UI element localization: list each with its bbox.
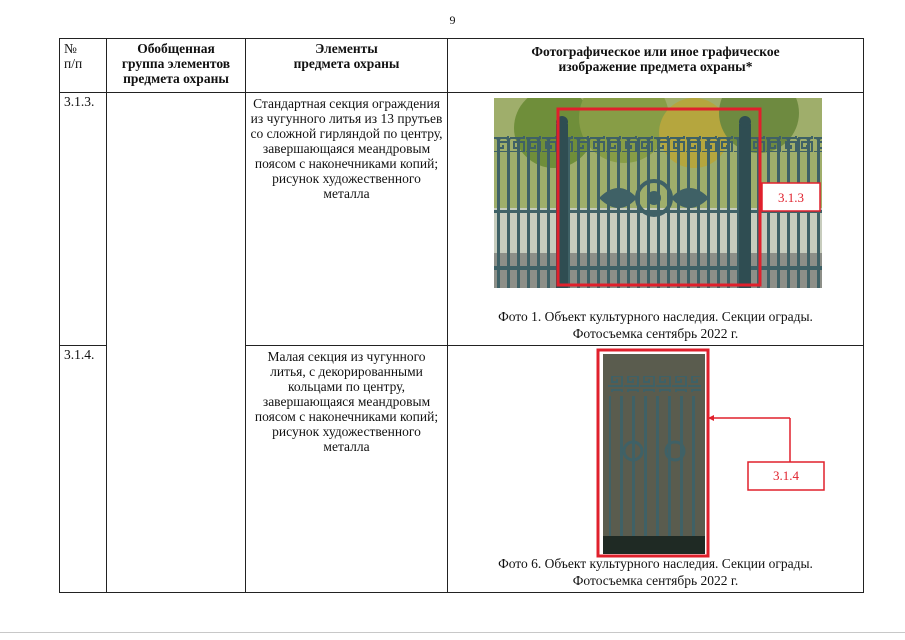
row-photo-cell [448, 346, 864, 593]
page-number: 9 [449, 13, 456, 27]
photo-caption-line2: Фотосъемка сентябрь 2022 г. [572, 573, 739, 588]
row-number: 3.1.3. [60, 93, 107, 346]
photo-caption-line1: Фото 1. Объект культурного наследия. Секции ограды. [498, 309, 813, 324]
header-photo-text: Фотографическое или иное графическое изображение предмета охраны* [531, 44, 780, 74]
header-group [107, 39, 246, 93]
photo-label-3-1-4: 3.1.4 [773, 468, 799, 483]
row-element-description: Стандартная секция ограждения из чугунного литья из 13 прутьев со сложной гирляндой по центру, завершающаяся меандровым поясом с наконечниками копий; рисунок художественного металла [246, 93, 448, 346]
page-bottom-edge [0, 632, 905, 633]
photo-caption-line1: Фото 6. Объект культурного наследия. Секции ограды. [498, 556, 813, 571]
header-photo [448, 39, 864, 93]
photo-caption [448, 555, 863, 589]
row-group-cell [107, 93, 246, 593]
photo-label-3-1-3: 3.1.3 [778, 190, 804, 205]
table-header-row [60, 39, 864, 93]
row-number: 3.1.4. [60, 346, 107, 593]
header-group-text: Обобщенная группа элементов предмета охраны [121, 41, 231, 86]
row-element-description: Малая секция из чугунного литья, с декорированными кольцами по центру, завершающаяся меандровым поясом с наконечниками копий; рисунок художественного металла [246, 346, 448, 593]
header-elements-text: Элементы предмета охраны [293, 41, 400, 71]
header-number-text: № п/п [64, 41, 83, 71]
row-photo-cell [448, 93, 864, 346]
photo-caption-line2: Фотосъемка сентябрь 2022 г. [572, 326, 739, 341]
heritage-elements-table [59, 38, 864, 593]
photo-caption [448, 308, 863, 342]
table-row [60, 93, 864, 346]
header-elements [246, 39, 448, 93]
header-number [60, 39, 107, 93]
